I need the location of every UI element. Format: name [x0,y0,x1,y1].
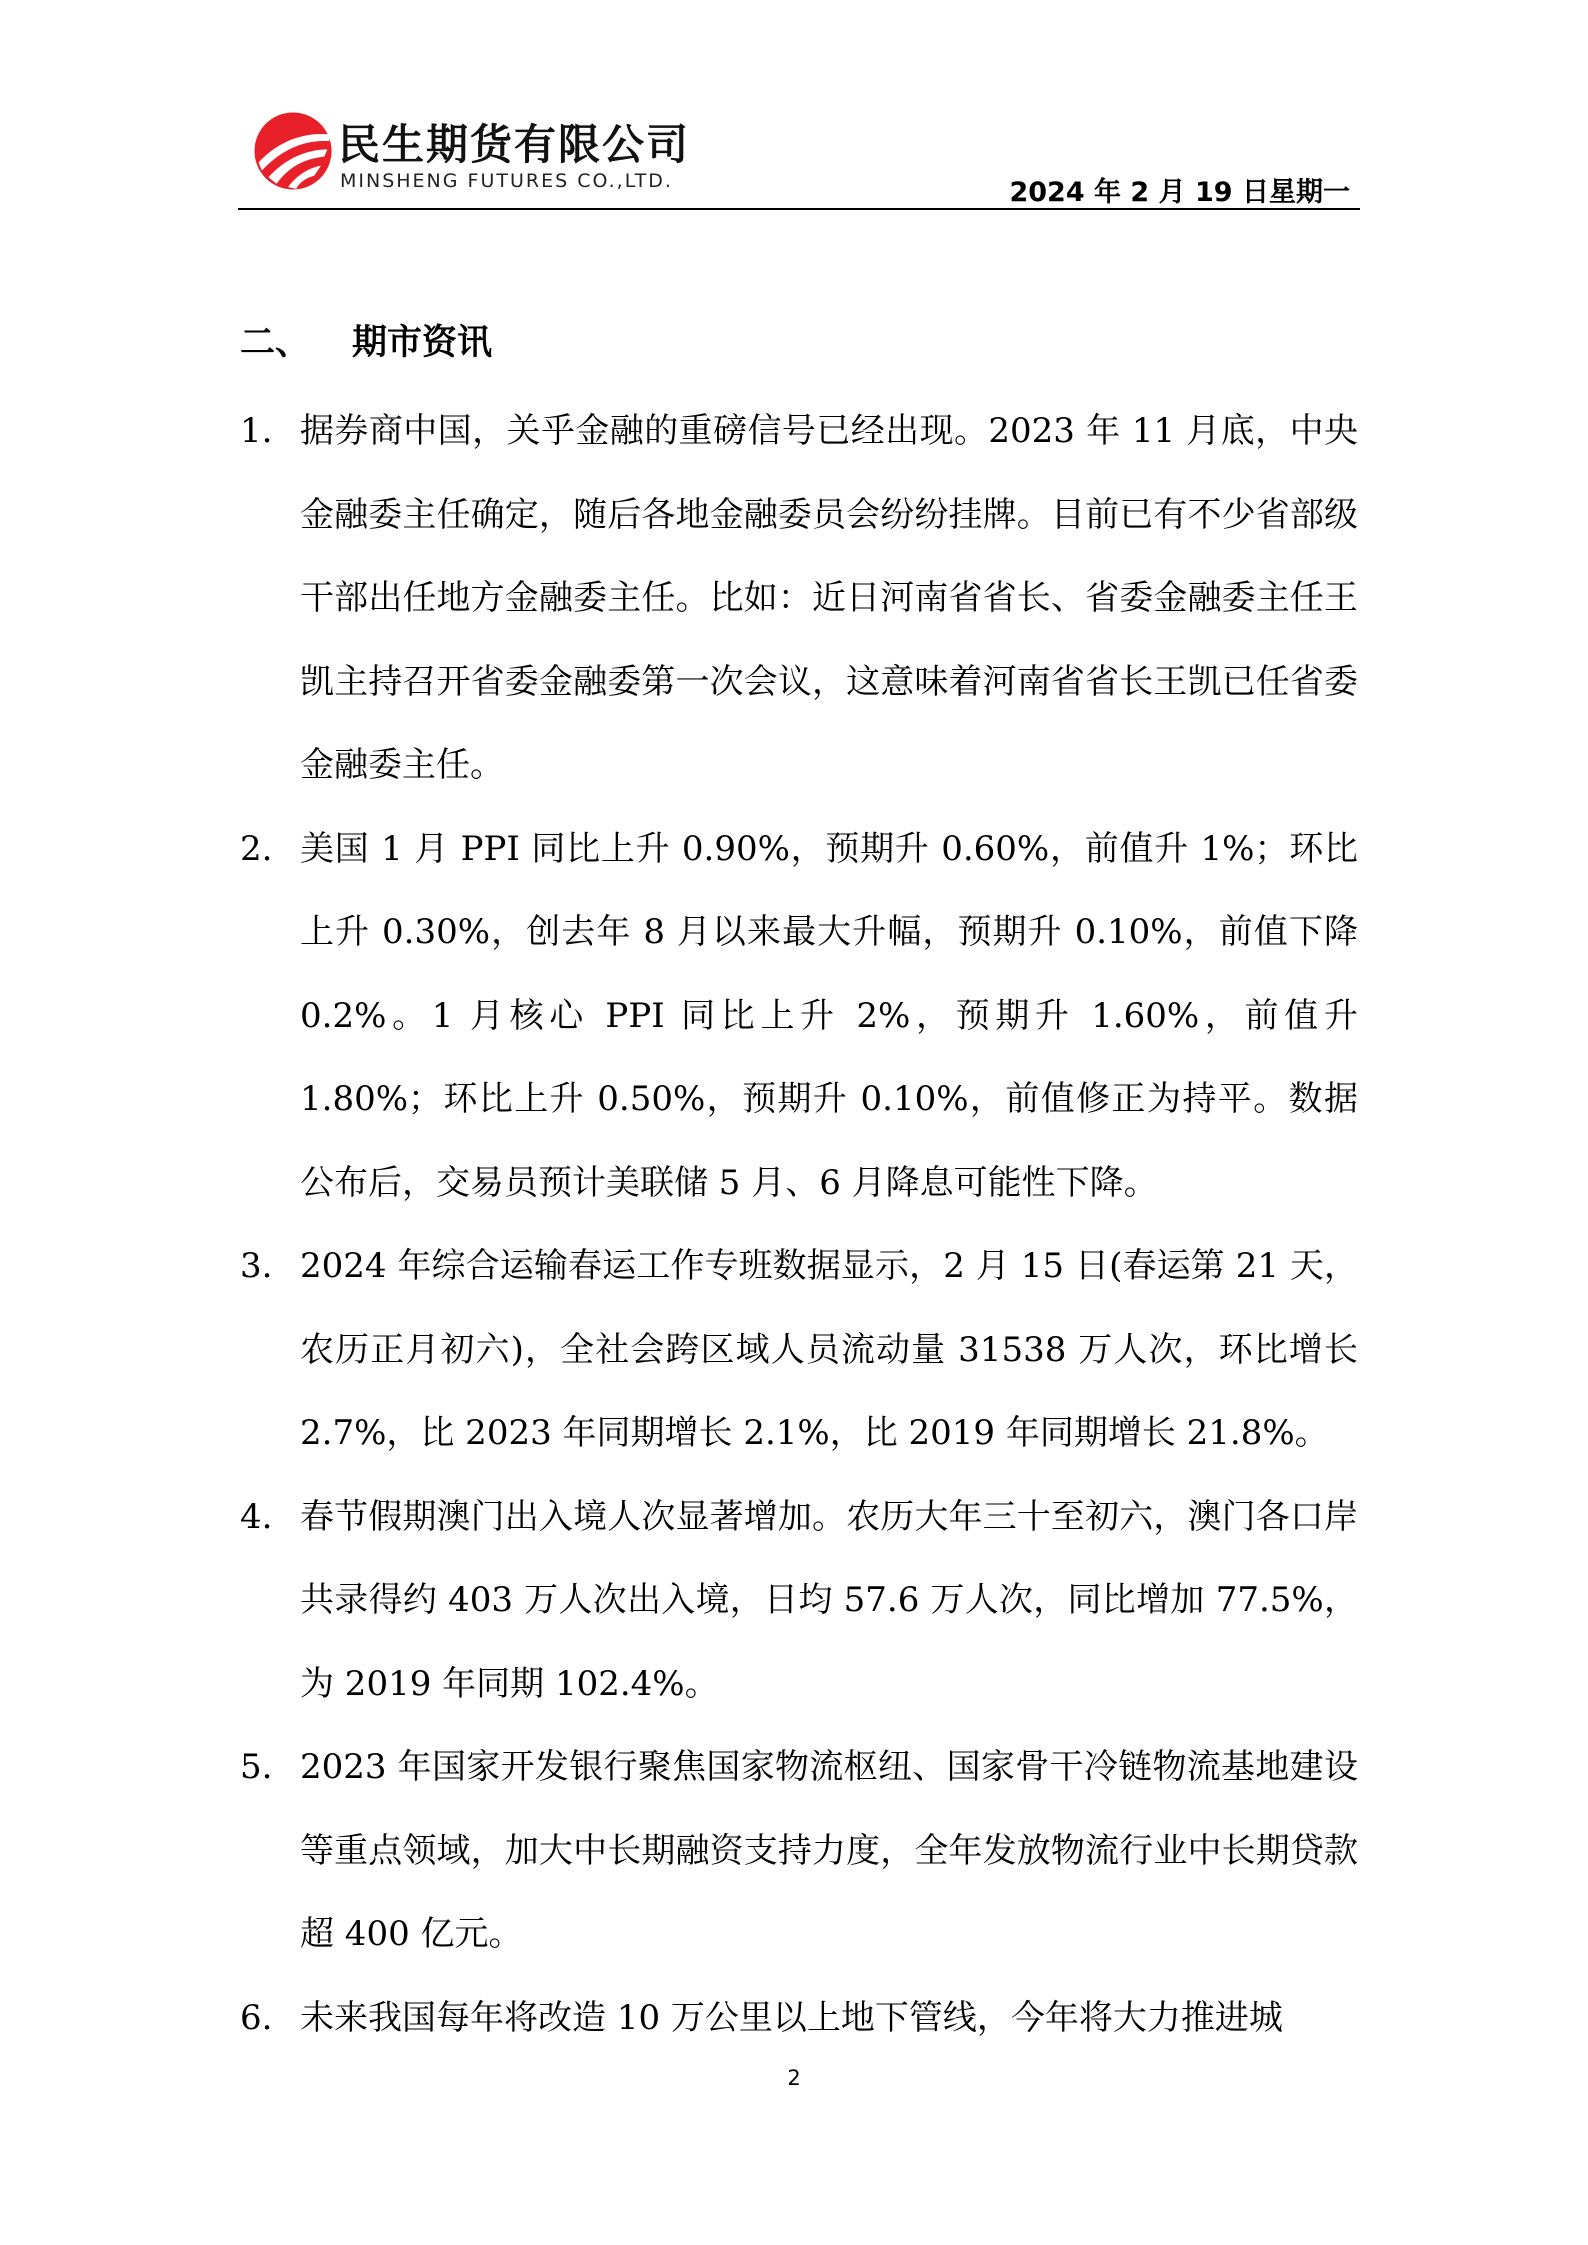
section-number: 二、 [240,323,311,363]
news-item-number: 3. [240,1246,273,1286]
section-title: 期市资讯 [352,323,493,363]
section-heading [240,315,492,365]
news-item-text: 春节假期澳门出入境人次显著增加。农历大年三十至初六，澳门各口岸共录得约 403 万人次出入境，日均 57.6 万人次，同比增加 77.5%，为 2019 年同期 102.4%。 [300,1496,1358,1704]
page-header [238,100,1358,210]
news-item-text: 据券商中国，关乎金融的重磅信号已经出现。2023 年 11 月底，中央金融委主任确定，随后各地金融委员会纷纷挂牌。目前已有不少省部级干部出任地方金融委主任。比如：近日河南省省长、省委金融委主任王凯主持召开省委金融委第一次会议，这意味着河南省省长王凯已任省委金融委主任。 [300,411,1358,785]
news-item [240,808,1358,1226]
news-item-number: 1. [240,411,273,451]
news-item [240,1977,1358,2061]
news-item-number: 5. [240,1747,273,1787]
news-item-text: 2024 年综合运输春运工作专班数据显示，2 月 15 日(春运第 21 天，农历正月初六)，全社会跨区域人员流动量 31538 万人次，环比增长 2.7%，比 2023 年同期增长 2.1%，比 2019 年同期增长 21.8%。 [300,1246,1358,1453]
page-number: 2 [787,2066,801,2090]
company-name-en: MINSHENG FUTURES CO.,LTD. [340,170,673,192]
news-item-text: 美国 1 月 PPI 同比上升 0.90%，预期升 0.60%，前值升 1%；环比上升 0.30%，创去年 8 月以来最大升幅，预期升 0.10%，前值下降 0.2%。1 月核心 PPI 同比上升 2%，预期升 1.60%，前值升 1.80%；环比上升 0.50%，预期升 0.10%，前值修正为持平。数据公布后，交易员预计美联储 5 月、6 月降息可能性下降。 [300,828,1358,1203]
news-item-text: 未来我国每年将改造 10 万公里以上地下管线，今年将大力推进城 [300,1997,1283,2038]
header-divider [238,208,1360,210]
news-item-text: 2023 年国家开发银行聚焦国家物流枢纽、国家骨干冷链物流基地建设等重点领域，加大中长期融资支持力度，全年发放物流行业中长期贷款超 400 亿元。 [300,1747,1358,1954]
company-name-cn: 民生期货有限公司 [338,120,691,169]
news-item [240,1476,1358,1727]
news-item-number: 6. [240,1997,273,2038]
news-item [240,1726,1358,1977]
news-item [240,390,1358,808]
news-list [240,390,1358,2060]
news-item-number: 4. [240,1496,273,1537]
report-date: 2024 年 2 月 19 日星期一 [1009,177,1350,208]
news-item-number: 2. [240,828,273,869]
minsheng-logo-icon [252,110,334,192]
news-item [240,1225,1358,1476]
